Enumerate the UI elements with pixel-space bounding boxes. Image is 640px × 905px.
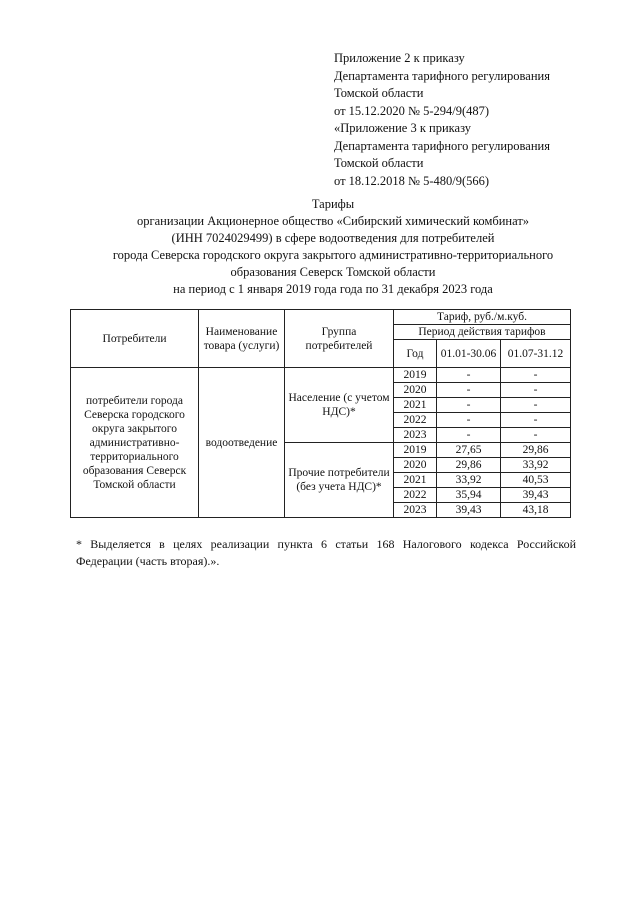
title-line: образования Северск Томской области — [230, 265, 436, 279]
tariff-cell: - — [501, 368, 571, 383]
tariff-cell: 29,86 — [437, 458, 501, 473]
appendix-line: Приложение 2 к приказу — [334, 51, 465, 65]
appendix-line: Томской области — [334, 86, 424, 100]
group-cell-other: Прочие потребители (без учета НДС)* — [285, 443, 394, 518]
tariff-cell: - — [437, 413, 501, 428]
appendix-line: «Приложение 3 к приказу — [334, 121, 472, 135]
header-period-1: 01.01-30.06 — [437, 340, 501, 368]
tariff-cell: 29,86 — [501, 443, 571, 458]
year-cell: 2020 — [394, 458, 437, 473]
group-cell-population: Население (с учетом НДС)* — [285, 368, 394, 443]
header-period: Период действия тарифов — [394, 325, 571, 340]
title-line: (ИНН 7024029499) в сфере водоотведения для потребителей — [171, 231, 495, 245]
tariff-cell: - — [437, 368, 501, 383]
appendix-line: Департамента тарифного регулирования — [334, 138, 550, 153]
table-row — [71, 368, 571, 383]
appendix-line: Департамента тарифного регулирования — [334, 68, 550, 83]
tariff-cell: - — [501, 383, 571, 398]
header-period-2: 01.07-31.12 — [501, 340, 571, 368]
tariff-cell: - — [437, 428, 501, 443]
appendix-block — [334, 50, 624, 190]
tariff-cell: 39,43 — [437, 503, 501, 518]
tariff-cell: 33,92 — [501, 458, 571, 473]
tariff-cell: 35,94 — [437, 488, 501, 503]
year-cell: 2022 — [394, 413, 437, 428]
tariff-table — [70, 309, 571, 518]
title-line: города Северска городского округа закрытого административно-территориального — [112, 248, 554, 262]
year-cell: 2020 — [394, 383, 437, 398]
tariff-cell: - — [437, 383, 501, 398]
header-group: Группа потребителей — [285, 310, 394, 368]
year-cell: 2019 — [394, 368, 437, 383]
appendix-line: от 15.12.2020 № 5-294/9(487) — [334, 103, 490, 118]
year-cell: 2023 — [394, 428, 437, 443]
tariff-cell: - — [501, 428, 571, 443]
document-title — [60, 196, 606, 298]
year-cell: 2021 — [394, 398, 437, 413]
year-cell: 2019 — [394, 443, 437, 458]
consumers-cell: потребители города Северска городского округа закрытого административно-территориального образования Северск Томской области — [71, 368, 199, 518]
footnote: * Выделяется в целях реализации пункта 6 статьи 168 Налогового кодекса Российской Федерации (часть вторая).». — [76, 537, 576, 568]
tariff-cell: 27,65 — [437, 443, 501, 458]
header-consumers: Потребители — [71, 310, 199, 368]
appendix-line: от 18.12.2018 № 5-480/9(566) — [334, 173, 490, 188]
tariff-cell: 40,53 — [501, 473, 571, 488]
tariff-cell: 39,43 — [501, 488, 571, 503]
tariff-cell: - — [437, 398, 501, 413]
goods-cell: водоотведение — [199, 368, 285, 518]
tariff-cell: 33,92 — [437, 473, 501, 488]
header-year: Год — [394, 340, 437, 368]
tariff-cell: - — [501, 413, 571, 428]
year-cell: 2023 — [394, 503, 437, 518]
appendix-line: Томской области — [334, 156, 424, 170]
title-line: на период с 1 января 2019 года года по 31 декабря 2023 года — [173, 282, 493, 296]
header-goods: Наименование товара (услуги) — [199, 310, 285, 368]
year-cell: 2021 — [394, 473, 437, 488]
tariff-cell: 43,18 — [501, 503, 571, 518]
header-tariff: Тариф, руб./м.куб. — [394, 310, 571, 325]
year-cell: 2022 — [394, 488, 437, 503]
title-heading: Тарифы — [311, 197, 355, 211]
title-line: организации Акционерное общество «Сибирский химический комбинат» — [136, 214, 530, 228]
tariff-cell: - — [501, 398, 571, 413]
